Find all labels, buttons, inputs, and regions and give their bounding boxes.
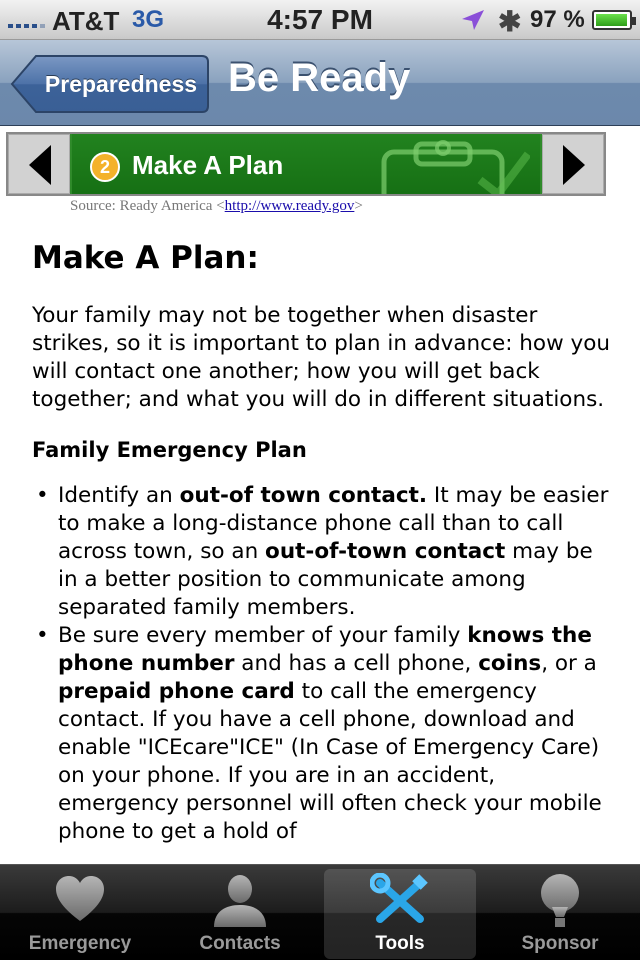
back-button-label: Preparedness [44,71,198,97]
clipboard-icon [380,140,530,196]
source-link[interactable]: http://www.ready.gov [224,198,355,214]
source-prefix: Source: Ready America < [70,198,225,214]
back-button[interactable] [10,54,210,114]
step-number-badge: 2 [90,152,120,182]
bluetooth-icon: ✱ [498,6,522,37]
tab-tools[interactable] [320,865,480,960]
next-button[interactable] [542,134,604,194]
bullet-text: to call the emergency contact. If you have a cell phone, download and enable "ICEcare"ICE" (In Case of Emergency Care) on your phone. If you are in an accident, emergency personnel will often check your mobile phone to get a hold of [58,679,602,844]
balloon-icon [538,873,582,929]
banner-center [72,134,540,194]
bullet-bold-text: coins [478,651,542,676]
bullet-bold-text: out-of-town contact [265,539,506,564]
bullet-text: , or a [541,651,597,676]
list-item [32,622,612,846]
carrier-label: AT&T [52,6,120,36]
bullet-bold-text: prepaid phone card [58,679,295,704]
tab-bar [0,864,640,960]
location-icon [460,8,486,32]
network-label: 3G [132,6,165,33]
section-banner [6,132,606,196]
tab-label: Tools [375,933,425,954]
page-title: Be Ready [228,56,411,100]
tab-label: Sponsor [521,933,599,954]
clock: 4:57 PM [267,4,373,35]
tab-label: Contacts [199,933,281,954]
banner-title: Make A Plan [132,150,284,180]
intro-paragraph: Your family may not be together when disaster strikes, so it is important to plan in advance: how you will contact one another; how you will get back together; and what you will do in different situations. [32,303,611,412]
tab-emergency[interactable] [0,865,160,960]
tools-icon [370,873,430,927]
bullet-bold-text: knows the phone number [58,623,592,676]
previous-button[interactable] [8,134,70,194]
bullet-text: It may be easier to make a long-distance phone call than to call across town, so an [58,483,609,564]
left-arrow-icon [9,135,71,195]
right-arrow-icon [543,135,605,195]
tab-contacts[interactable] [160,865,320,960]
tab-sponsor[interactable] [480,865,640,960]
plan-list [32,482,612,846]
article-content [32,236,612,846]
bullet-bold-text: out-of town contact. [179,483,428,508]
source-suffix: > [354,198,363,214]
navigation-bar [0,40,640,126]
source-caption [70,198,363,215]
article-heading: Make A Plan: [32,240,259,276]
section-subheading: Family Emergency Plan [32,438,307,462]
bullet-text: may be in a better position to communicate among separated family members. [58,539,593,620]
battery-icon [592,10,632,30]
heart-icon [54,873,106,925]
tab-label: Emergency [28,933,132,954]
bullet-text: Be sure every member of your family [58,623,468,648]
list-item [32,482,612,622]
battery-percent: 97 % [530,6,585,33]
person-icon [212,873,268,927]
status-bar [0,0,640,40]
bullet-text: and has a cell phone, [234,651,479,676]
bullet-text: Identify an [58,483,180,508]
